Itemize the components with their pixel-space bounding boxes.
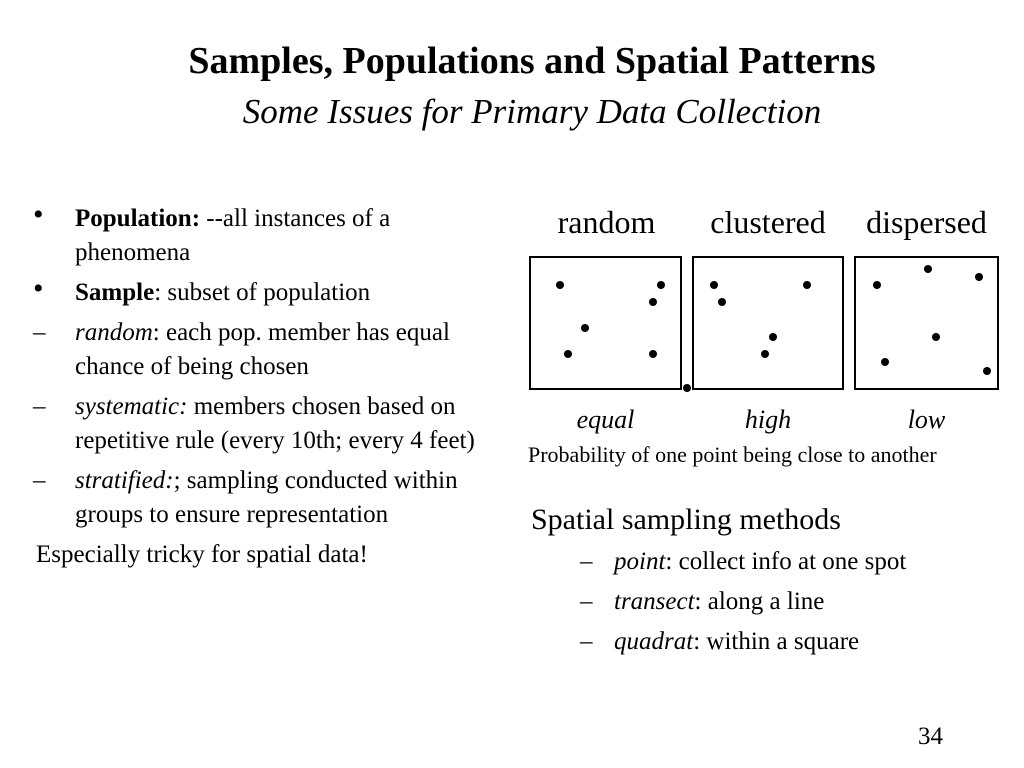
pattern-label-clustered: clustered [710,204,826,240]
definition-systematic: members chosen based on repetitive rule (every 10th; every 4 feet) [75,393,475,454]
dash-marker: – [580,628,593,655]
slide-title: Samples, Populations and Spatial Patterns [188,40,876,82]
term-systematic: systematic: [75,393,188,420]
methods-list [580,545,910,665]
point-marker [649,350,657,358]
point-marker [924,265,932,273]
point-marker [556,281,564,289]
list-item-sample [33,272,503,310]
methods-heading: Spatial sampling methods [531,503,841,536]
term-random: random [75,319,153,346]
term-sample: Sample [75,279,155,306]
point-marker [657,281,665,289]
definition-sample: : subset of population [154,279,371,306]
dash-marker: – [33,319,46,346]
point-marker [564,350,572,358]
definition-population: --all instances of a phenomena [75,205,391,266]
probability-low: low [907,405,946,434]
term-population: Population: [75,205,201,232]
bullet-marker: • [33,272,44,305]
probability-equal: equal [576,405,635,434]
page-number: 34 [918,723,943,750]
point-marker [761,350,769,358]
slide-subtitle: Some Issues for Primary Data Collection [242,92,822,131]
point-marker [649,298,657,306]
point-marker [769,333,777,341]
list-item-random [33,316,503,384]
method-item-transect [580,585,910,619]
point-marker [975,273,983,281]
definition-stratified: ; sampling conducted within groups to ensure representation [75,467,458,528]
dash-marker: – [33,393,46,420]
definition-random: : each pop. member has equal chance of being chosen [75,319,450,380]
pattern-label-random: random [557,204,656,240]
point-marker [932,333,940,341]
point-marker [718,298,726,306]
dispersed-pattern-box [854,256,999,390]
method-term-transect: transect [614,588,695,615]
probability-high: high [744,405,792,434]
method-term-point: point [614,548,666,575]
point-marker [710,281,718,289]
point-marker [881,358,889,366]
dash-marker: – [33,467,46,494]
definitions-list [33,198,503,572]
point-marker [983,367,991,375]
point-marker [803,281,811,289]
pattern-label-dispersed: dispersed [866,204,987,240]
bullet-marker: • [33,198,44,231]
point-marker [683,384,691,392]
method-text-quadrat: : within a square [693,628,860,655]
point-marker [581,324,589,332]
point-marker [873,281,881,289]
method-item-point [580,545,910,579]
method-text-transect: : along a line [694,588,825,615]
list-item-population [33,198,503,270]
method-text-point: : collect info at one spot [665,548,907,575]
term-stratified: stratified: [75,467,174,494]
dash-marker: – [580,548,593,575]
method-item-quadrat [580,625,910,659]
clustered-pattern-box [692,256,844,390]
list-item-systematic [33,390,503,458]
probability-caption: Probability of one point being close to another [528,442,937,467]
method-term-quadrat: quadrat [614,628,694,655]
dash-marker: – [580,588,593,615]
spatial-note: Especially tricky for spatial data! [36,541,368,568]
random-pattern-box [529,256,682,390]
list-item-stratified [33,464,503,532]
